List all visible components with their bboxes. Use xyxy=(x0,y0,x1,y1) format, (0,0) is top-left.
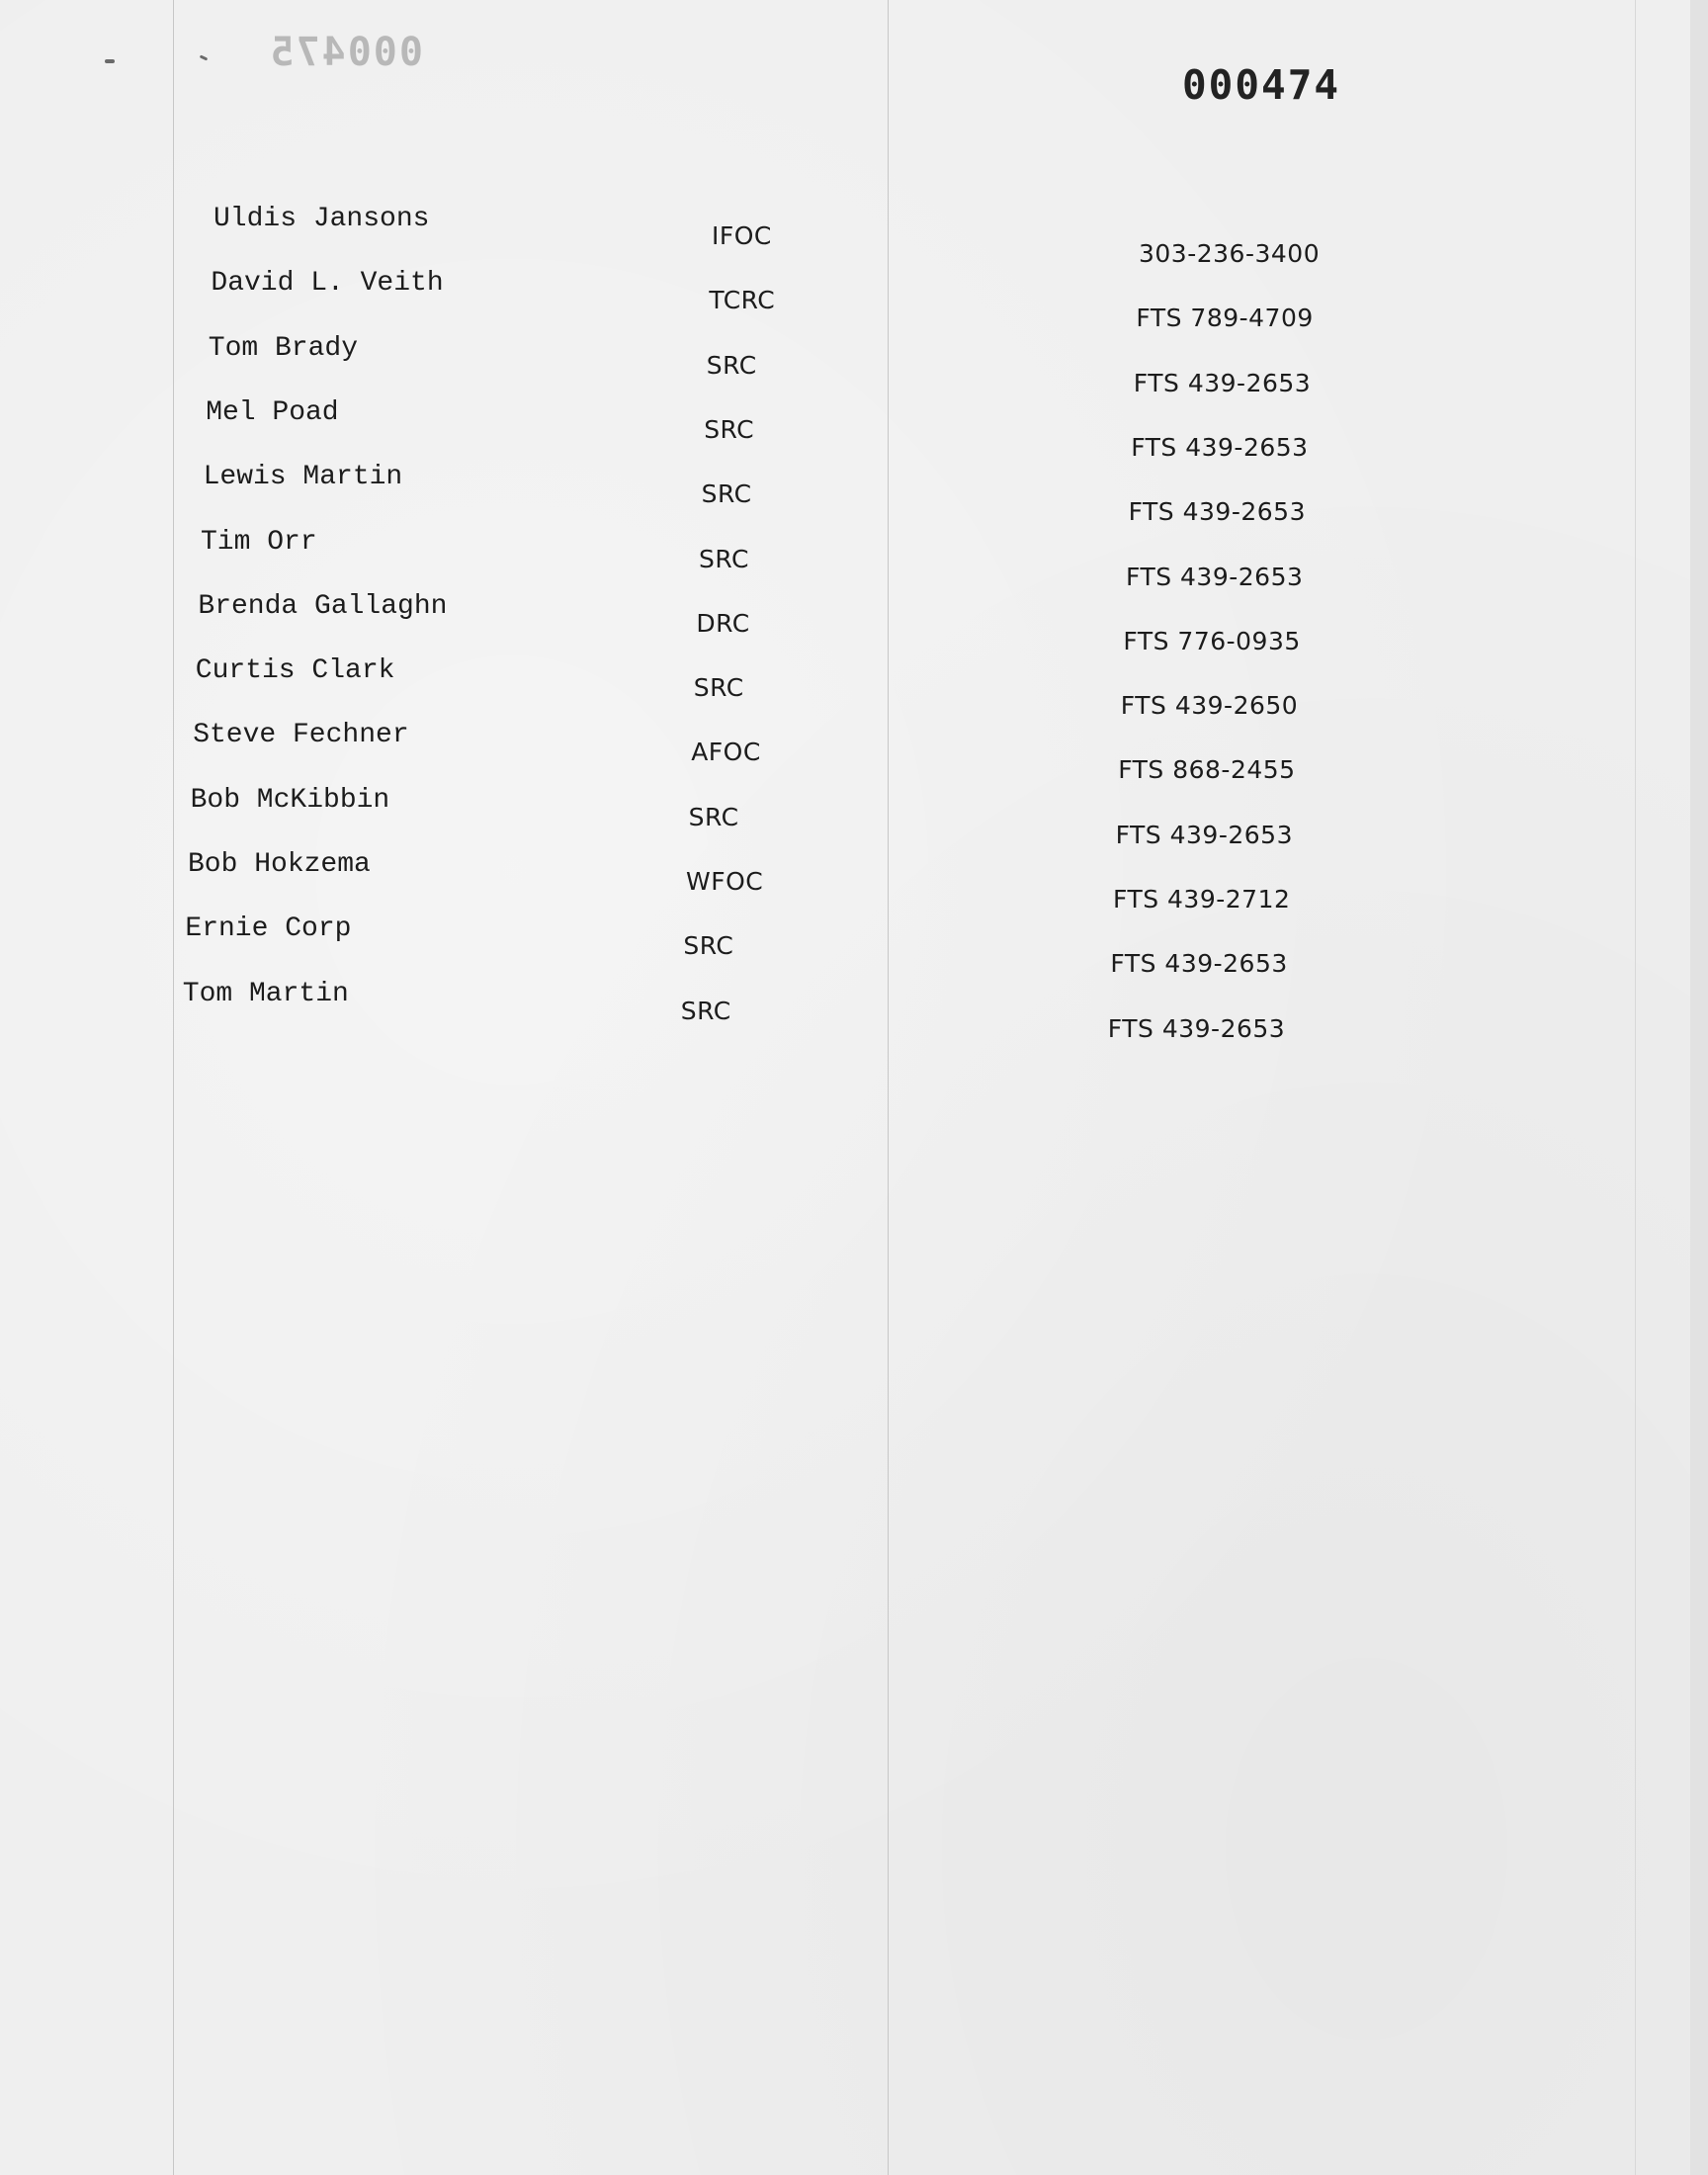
contact-phone: FTS 776-0935 xyxy=(1123,626,1301,655)
contact-phone: FTS 439-2650 xyxy=(1120,691,1299,721)
contact-name: Curtis Clark xyxy=(195,655,395,687)
contact-name: Tim Orr xyxy=(201,526,317,558)
contact-office: DRC xyxy=(696,608,750,638)
contact-office: WFOC xyxy=(686,867,764,896)
contact-phone: FTS 439-2653 xyxy=(1107,1013,1286,1043)
contact-phone: FTS 439-2653 xyxy=(1115,820,1293,849)
contact-name: Ernie Corp xyxy=(185,914,352,945)
contact-phone: FTS 789-4709 xyxy=(1136,304,1314,333)
contact-name: David L. Veith xyxy=(211,268,444,300)
contact-office: SRC xyxy=(706,350,757,380)
contact-phone: FTS 439-2653 xyxy=(1128,497,1306,527)
center-fold-rule xyxy=(888,0,889,2175)
contact-office: SRC xyxy=(680,996,731,1025)
contact-office: SRC xyxy=(683,931,734,961)
contact-phone: FTS 868-2455 xyxy=(1118,755,1296,785)
contact-office: SRC xyxy=(704,414,755,444)
contact-name: Tom Brady xyxy=(208,332,359,364)
right-margin-rule xyxy=(1635,0,1636,2175)
contact-name: Brenda Gallaghn xyxy=(198,590,448,622)
bleed-through-page-number: 000475 xyxy=(268,30,423,75)
contact-name: Bob Hokzema xyxy=(188,849,371,880)
contact-office: TCRC xyxy=(709,286,776,315)
contact-name: Uldis Jansons xyxy=(214,204,430,234)
contact-phone: FTS 439-2653 xyxy=(1133,368,1312,397)
contact-phone: FTS 439-2653 xyxy=(1126,562,1304,591)
left-margin-rule xyxy=(173,0,174,2175)
contact-office: AFOC xyxy=(691,738,761,767)
contact-phone: FTS 439-2712 xyxy=(1113,885,1291,914)
scan-speck xyxy=(200,54,209,60)
page-number: 000474 xyxy=(1182,61,1341,109)
contact-office: SRC xyxy=(701,479,752,509)
contact-office: IFOC xyxy=(712,221,772,250)
page-edge xyxy=(1690,0,1708,2175)
contact-office: SRC xyxy=(693,673,744,703)
contact-name: Mel Poad xyxy=(206,396,339,428)
contact-name: Bob McKibbin xyxy=(190,784,390,816)
contact-phone: FTS 439-2653 xyxy=(1110,949,1288,979)
contact-office: SRC xyxy=(699,544,749,573)
contact-name: Tom Martin xyxy=(182,978,349,1009)
contact-name: Steve Fechner xyxy=(193,720,409,751)
contact-name: Lewis Martin xyxy=(203,462,403,493)
contact-phone: FTS 439-2653 xyxy=(1131,432,1309,462)
scan-speck xyxy=(105,59,115,63)
contact-phone: 303-236-3400 xyxy=(1139,239,1321,268)
contact-office: SRC xyxy=(688,802,739,831)
